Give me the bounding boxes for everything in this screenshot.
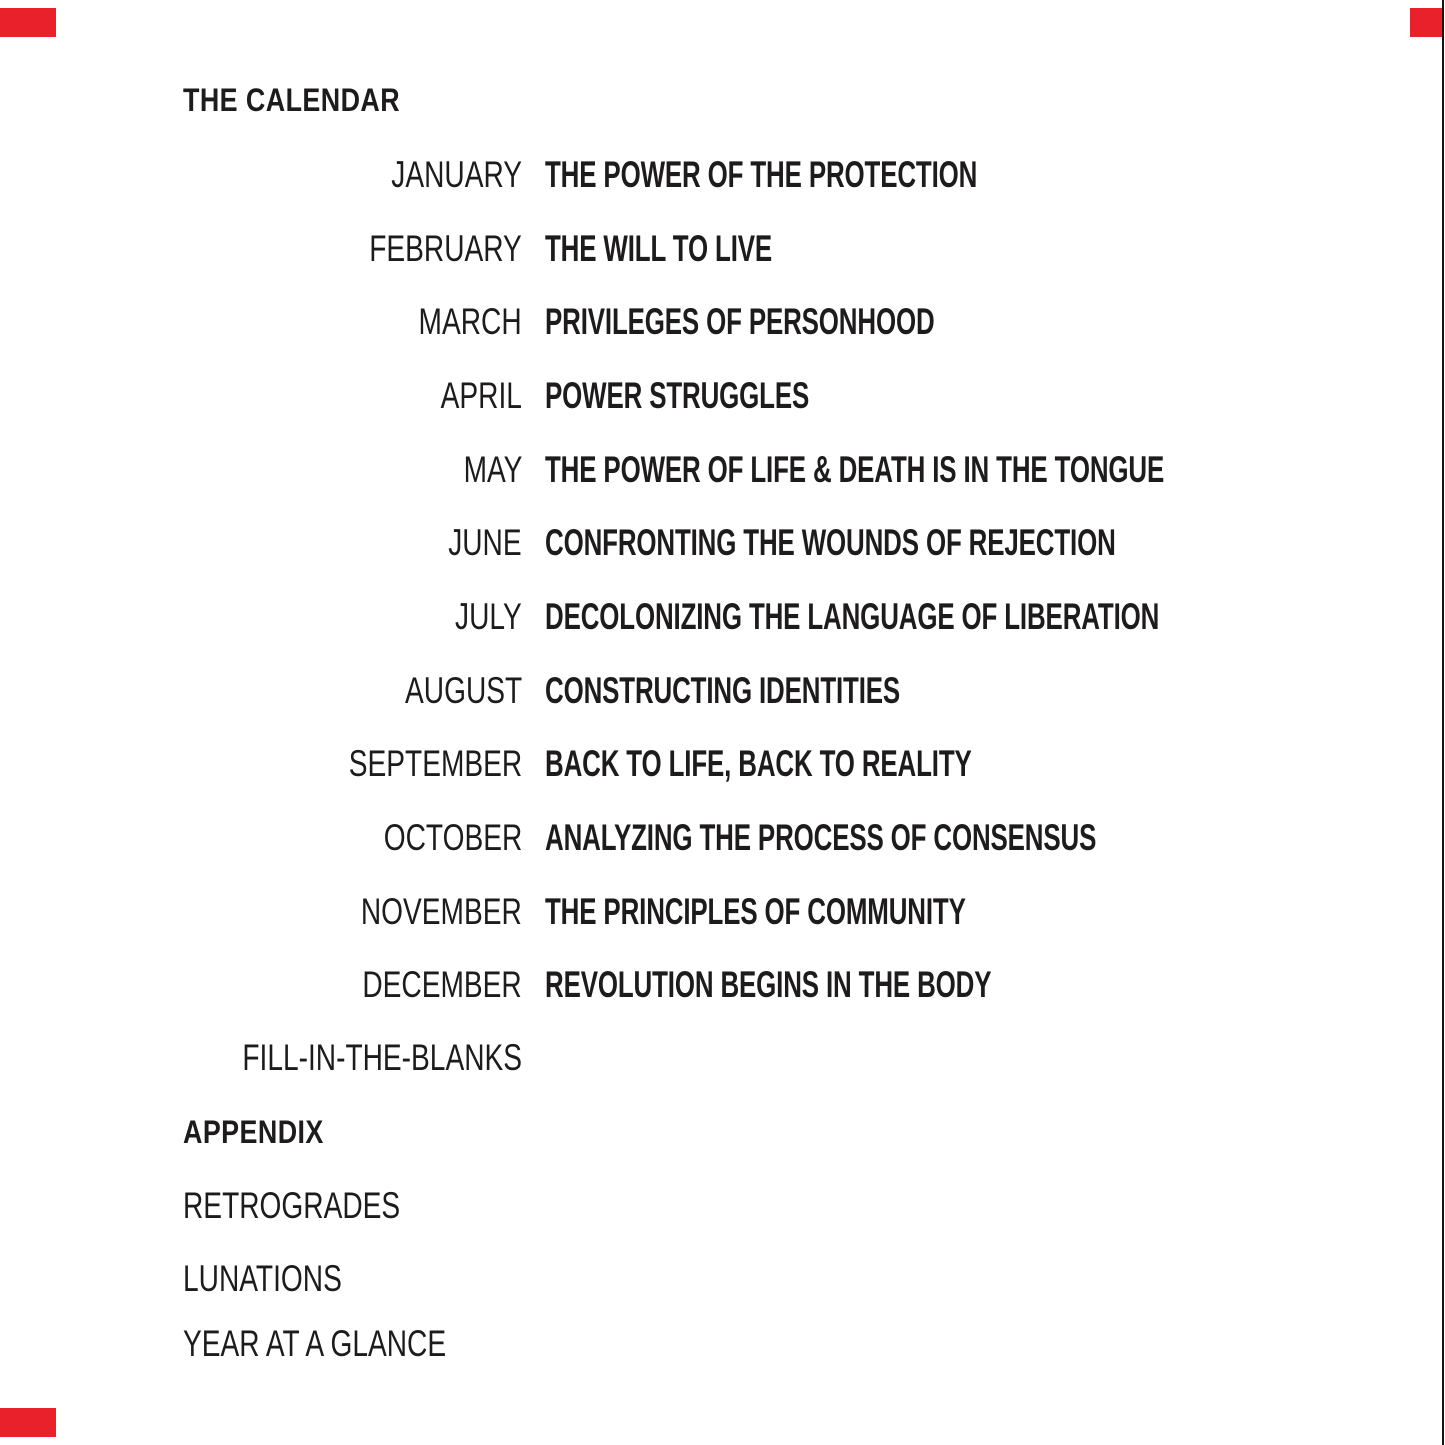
toc-month: DECEMBER (362, 964, 522, 1005)
toc-title: THE POWER OF THE PROTECTION (545, 154, 978, 195)
page-edge-line (1442, 0, 1444, 1445)
toc-row-december (0, 965, 1445, 1005)
toc-row-march (0, 302, 1445, 342)
toc-row-october (0, 818, 1445, 858)
section-title-appendix: APPENDIX (183, 1114, 324, 1150)
toc-month: OCTOBER (383, 817, 522, 858)
corner-mark-bottom-left (0, 1408, 56, 1437)
toc-month: SEPTEMBER (348, 743, 522, 784)
toc-month: FEBRUARY (369, 228, 522, 269)
toc-row-november (0, 892, 1445, 932)
toc-row-august (0, 671, 1445, 711)
corner-mark-top-right (1410, 8, 1443, 37)
toc-title: PRIVILEGES OF PERSONHOOD (545, 301, 935, 342)
toc-month: NOVEMBER (361, 891, 522, 932)
toc-month: JUNE (448, 522, 522, 563)
toc-row-september (0, 744, 1445, 784)
toc-title: CONFRONTING THE WOUNDS OF REJECTION (545, 522, 1116, 563)
toc-row-july (0, 597, 1445, 637)
appendix-item-year-at-a-glance: YEAR AT A GLANCE (183, 1323, 447, 1364)
section-title-calendar: THE CALENDAR (183, 82, 401, 118)
toc-row-may (0, 450, 1445, 490)
toc-month: AUGUST (404, 670, 522, 711)
toc-title: REVOLUTION BEGINS IN THE BODY (545, 964, 992, 1005)
toc-title: THE WILL TO LIVE (545, 228, 773, 269)
toc-row-february (0, 229, 1445, 269)
toc-row-january (0, 155, 1445, 195)
appendix-item-retrogrades: RETROGRADES (183, 1185, 401, 1226)
toc-title: THE POWER OF LIFE & DEATH IS IN THE TONGUE (545, 449, 1165, 490)
toc-title: POWER STRUGGLES (545, 375, 810, 416)
toc-month: APRIL (440, 375, 522, 416)
toc-title: CONSTRUCTING IDENTITIES (545, 670, 901, 711)
toc-month: MARCH (418, 301, 522, 342)
toc-title: THE PRINCIPLES OF COMMUNITY (545, 891, 966, 932)
toc-title: BACK TO LIFE, BACK TO REALITY (545, 743, 972, 784)
appendix-item-lunations: LUNATIONS (183, 1258, 342, 1299)
toc-month: MAY (463, 449, 522, 490)
toc-row-june (0, 523, 1445, 563)
toc-row-fill-in-the-blanks (0, 1038, 1445, 1078)
toc-month: JANUARY (391, 154, 522, 195)
fill-in-the-blanks-label: FILL-IN-THE-BLANKS (242, 1037, 522, 1078)
toc-title: DECOLONIZING THE LANGUAGE OF LIBERATION (545, 596, 1160, 637)
toc-row-april (0, 376, 1445, 416)
toc-month: JULY (455, 596, 522, 637)
corner-mark-top-left (0, 8, 56, 37)
toc-title: ANALYZING THE PROCESS OF CONSENSUS (545, 817, 1097, 858)
